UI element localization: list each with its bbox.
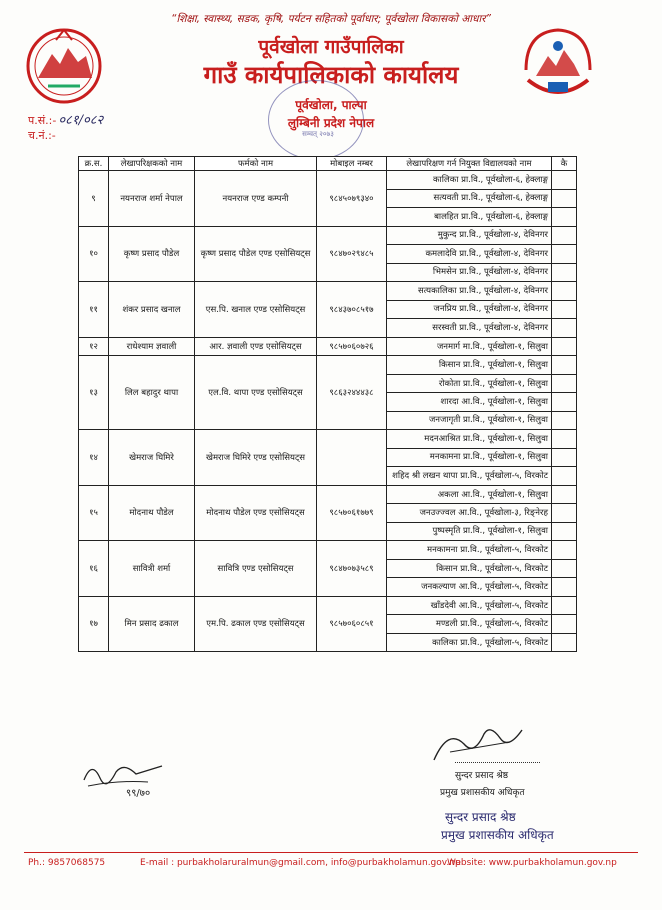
school-name-cell: शहिद श्री लखन थापा प्रा.वि., पूर्वखोला-५, विरकोट	[387, 467, 552, 486]
mobile-number-cell: ९८४७०२९४८५	[317, 226, 387, 282]
firm-name-cell: आर. ज्ञवाली एण्ड एसोसियट्स	[195, 337, 317, 356]
school-name-cell: मनकामना प्रा.वि., पूर्वखोला-१, सिलुवा	[387, 448, 552, 467]
serial-number-cell: ११	[79, 282, 109, 338]
signature-line	[455, 762, 540, 763]
auditor-name-cell: नयनराज शर्मा नेपाल	[109, 171, 195, 227]
table-row	[79, 430, 577, 449]
column-header: कै	[552, 157, 577, 171]
remarks-cell	[552, 504, 577, 523]
table-row	[79, 226, 577, 245]
serial-number-cell: १३	[79, 356, 109, 430]
signature-image	[430, 722, 530, 766]
mobile-number-cell: ९८५७०६०७२६	[317, 337, 387, 356]
dispatch-number	[28, 128, 56, 143]
auditor-name-cell: शंकर प्रसाद खनाल	[109, 282, 195, 338]
table-row	[79, 282, 577, 301]
school-name-cell: मण्डली प्रा.वि., पूर्वखोला-५, विरकोट	[387, 615, 552, 634]
firm-name-cell: नयनराज एण्ड कम्पनी	[195, 171, 317, 227]
firm-name-cell: कृष्ण प्रसाद पौडेल एण्ड एसोसियट्स	[195, 226, 317, 282]
ref-cn-label: च.नं.:-	[28, 129, 56, 142]
mobile-number-cell: ९८५७०६१७७९	[317, 485, 387, 541]
auditor-name-cell: लिल बहादुर थापा	[109, 356, 195, 430]
firm-name-cell: एम.पि. ढकाल एण्ड एसोसियट्स	[195, 596, 317, 652]
school-name-cell: खाँडदेवी आ.वि., पूर्वखोला-५, विरकोट	[387, 596, 552, 615]
firm-name-cell: खेमराज घिमिरे एण्ड एसोसियट्स	[195, 430, 317, 486]
firm-name-cell: एल.वि. थापा एण्ड एसोसियट्स	[195, 356, 317, 430]
mobile-number-cell	[317, 430, 387, 486]
firm-name-cell: मोदनाथ पौडेल एण्ड एसोसियट्स	[195, 485, 317, 541]
serial-number-cell: १२	[79, 337, 109, 356]
mobile-number-cell: ९८५७०६०८५१	[317, 596, 387, 652]
remarks-cell	[552, 226, 577, 245]
mobile-number-cell: ९८६३२४४४३८	[317, 356, 387, 430]
auditor-name-cell: खेमराज घिमिरे	[109, 430, 195, 486]
remarks-cell	[552, 337, 577, 356]
firm-name-cell: सावित्रि एण्ड एसोसियट्स	[195, 541, 317, 597]
school-name-cell: जनउज्ज्वल आ.वि., पूर्वखोला-३, रिङ्नेरह	[387, 504, 552, 523]
column-header: क्र.स.	[79, 157, 109, 171]
initial-signature-image	[78, 752, 178, 802]
school-name-cell: कालिका प्रा.वि., पूर्वखोला-५, विरकोट	[387, 633, 552, 652]
serial-number-cell: १७	[79, 596, 109, 652]
footer-website: Website: www.purbakholamun.gov.np	[447, 858, 617, 868]
school-name-cell: जनमार्ग मा.वि., पूर्वखोला-१, सिलुवा	[387, 337, 552, 356]
auditor-name-cell: कृष्ण प्रसाद पौडेल	[109, 226, 195, 282]
remarks-cell	[552, 633, 577, 652]
mobile-number-cell: ९८४३७०८५१७	[317, 282, 387, 338]
remarks-cell	[552, 171, 577, 190]
school-name-cell: सत्यकालिका प्रा.वि., पूर्वखोला-४, देविनगर	[387, 282, 552, 301]
office-title-line3: पूर्वखोला, पाल्पा	[295, 98, 367, 112]
school-name-cell: जनकल्याण आ.वि., पूर्वखोला-५, विरकोट	[387, 578, 552, 597]
remarks-cell	[552, 245, 577, 264]
remarks-cell	[552, 615, 577, 634]
motto: “शिक्षा, स्वास्थ्य, सडक, कृषि, पर्यटन सहितको पूर्वाधार; पूर्वखोला विकासको आधार”	[171, 13, 491, 25]
serial-number-cell: १६	[79, 541, 109, 597]
remarks-cell	[552, 374, 577, 393]
auditor-name-cell: मोदनाथ पौडेल	[109, 485, 195, 541]
mobile-number-cell: ९८४७०७३५८९	[317, 541, 387, 597]
school-name-cell: बालहित प्रा.वि., पूर्वखोला-६, हेक्लाङ्ग	[387, 208, 552, 227]
office-title-line2: गाउँ कार्यपालिकाको कार्यालय	[203, 61, 459, 89]
office-title-line4: लुम्बिनी प्रदेश नेपाल	[287, 116, 375, 130]
stamp-text: सम्वत् २०७३	[302, 130, 334, 138]
school-name-cell: मनकामना प्रा.वि., पूर्वखोला-५, विरकोट	[387, 541, 552, 560]
remarks-cell	[552, 393, 577, 412]
serial-number-cell: १४	[79, 430, 109, 486]
school-name-cell: किसान प्रा.वि., पूर्वखोला-१, सिलुवा	[387, 356, 552, 375]
signatory-name: सुन्दर प्रसाद श्रेष्ठ	[455, 771, 509, 781]
school-name-cell: रोकोता प्रा.वि., पूर्वखोला-१, सिलुवा	[387, 374, 552, 393]
remarks-cell	[552, 208, 577, 227]
remarks-cell	[552, 467, 577, 486]
remarks-cell	[552, 448, 577, 467]
footer-divider	[24, 852, 638, 853]
auditor-name-cell: राधेश्याम ज्ञवाली	[109, 337, 195, 356]
stamp-title: प्रमुख प्रशासकीय अधिकृत	[441, 828, 554, 842]
reference-number	[28, 110, 103, 128]
column-header: लेखापरिक्षकको नाम	[109, 157, 195, 171]
school-name-cell: मुकुन्द प्रा.वि., पूर्वखोला-४, देविनगर	[387, 226, 552, 245]
school-name-cell: जनप्रिय प्रा.वि., पूर्वखोला-४, देविनगर	[387, 300, 552, 319]
table-body	[79, 171, 577, 652]
school-name-cell: भिमसेन प्रा.वि., पूर्वखोला-४, देविनगर	[387, 263, 552, 282]
school-name-cell: सत्यवती प्रा.वि., पूर्वखोला-६, हेक्लाङ्ग	[387, 189, 552, 208]
remarks-cell	[552, 189, 577, 208]
firm-name-cell: एस.पि. खनाल एण्ड एसोसियट्स	[195, 282, 317, 338]
ref-ps-value: ०८१/०८२	[58, 113, 104, 128]
remarks-cell	[552, 356, 577, 375]
school-name-cell: मदनआश्रित प्रा.वि., पूर्वखोला-१, सिलुवा	[387, 430, 552, 449]
table-row	[79, 171, 577, 190]
serial-number-cell: ९	[79, 171, 109, 227]
footer-phone: Ph.: 9857068575	[28, 858, 106, 868]
remarks-cell	[552, 411, 577, 430]
school-name-cell: अकला आ.वि., पूर्वखोला-१, सिलुवा	[387, 485, 552, 504]
school-name-cell: सरस्वती प्रा.वि., पूर्वखोला-४, देविनगर	[387, 319, 552, 338]
table-row	[79, 596, 577, 615]
remarks-cell	[552, 559, 577, 578]
serial-number-cell: १५	[79, 485, 109, 541]
table-row	[79, 337, 577, 356]
mobile-number-cell: ९८४५०७९३४०	[317, 171, 387, 227]
school-name-cell: जनजागृती प्रा.वि., पूर्वखोला-१, सिलुवा	[387, 411, 552, 430]
remarks-cell	[552, 578, 577, 597]
remarks-cell	[552, 541, 577, 560]
column-header: फर्मको नाम	[195, 157, 317, 171]
table-row	[79, 485, 577, 504]
auditor-name-cell: सावित्री शर्मा	[109, 541, 195, 597]
school-name-cell: पुष्पस्मृति प्रा.वि., पूर्वखोला-१, सिलुवा	[387, 522, 552, 541]
remarks-cell	[552, 319, 577, 338]
column-header: लेखापरिक्षण गर्न नियुक्त विद्यालयको नाम	[387, 157, 552, 171]
footer-email: E-mail : purbakholaruralmun@gmail.com, info@purbakholamun.gov.np	[140, 858, 461, 868]
auditor-name-cell: मिन प्रसाद ढकाल	[109, 596, 195, 652]
auditor-table	[78, 156, 577, 652]
remarks-cell	[552, 430, 577, 449]
remarks-cell	[552, 300, 577, 319]
remarks-cell	[552, 522, 577, 541]
remarks-cell	[552, 263, 577, 282]
office-title-line1: पूर्वखोला गाउँपालिका	[258, 36, 404, 58]
handwritten-date: ९९/७०	[126, 788, 151, 799]
remarks-cell	[552, 596, 577, 615]
ref-ps-label: प.सं.:-	[28, 114, 57, 127]
column-header: मोबाइल नम्बर	[317, 157, 387, 171]
school-name-cell: कमलादेवि प्रा.वि., पूर्वखोला-४, देविनगर	[387, 245, 552, 264]
table-row	[79, 541, 577, 560]
table-row	[79, 356, 577, 375]
signatory-title: प्रमुख प्रशासकीय अधिकृत	[440, 788, 525, 798]
school-name-cell: किसान प्रा.वि., पूर्वखोला-५, विरकोट	[387, 559, 552, 578]
remarks-cell	[552, 282, 577, 301]
remarks-cell	[552, 485, 577, 504]
stamp-name: सुन्दर प्रसाद श्रेष्ठ	[445, 810, 516, 824]
school-name-cell: कालिका प्रा.वि., पूर्वखोला-६, हेक्लाङ्ग	[387, 171, 552, 190]
school-name-cell: शारदा आ.वि., पूर्वखोला-१, सिलुवा	[387, 393, 552, 412]
serial-number-cell: १०	[79, 226, 109, 282]
table-header-row	[79, 157, 577, 171]
